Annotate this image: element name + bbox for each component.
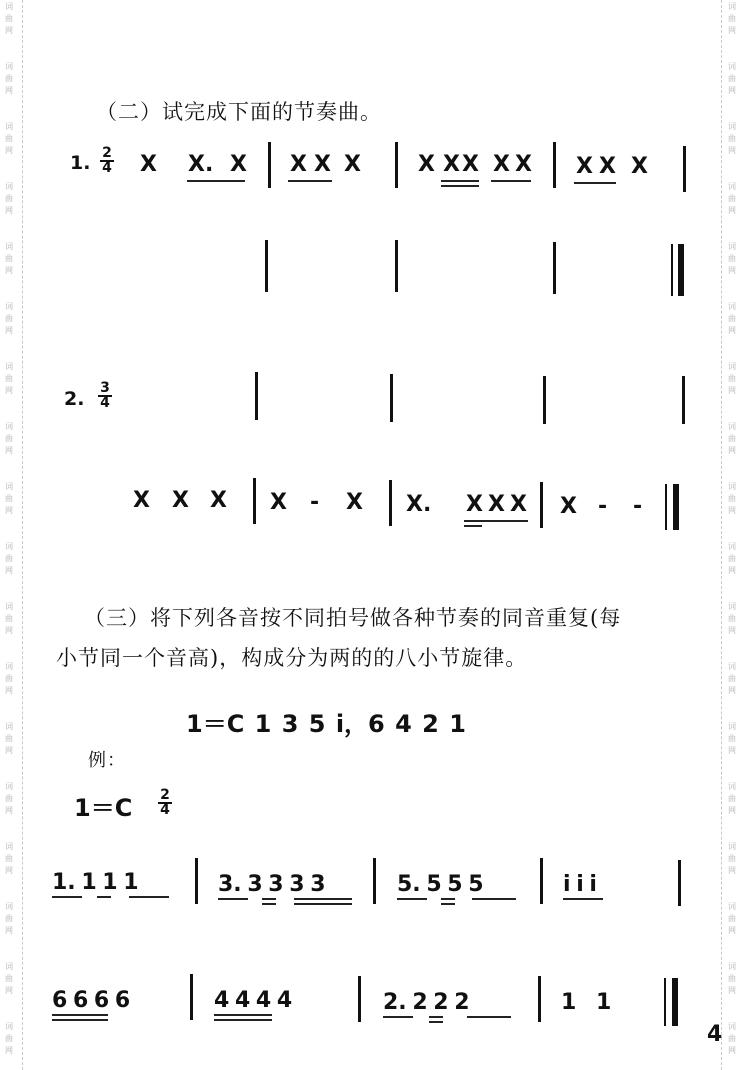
watermark-glyph: 曲 <box>5 14 13 23</box>
watermark-glyph: 曲 <box>5 734 13 743</box>
watermark-glyph: 词 <box>728 422 736 431</box>
exercise2-time-signature: $\frac{3}{4}$ <box>98 382 112 410</box>
watermark-glyph: 词 <box>5 482 13 491</box>
watermark-glyph: 网 <box>728 566 736 575</box>
barline <box>190 974 193 1020</box>
final-barline-thick <box>678 244 684 296</box>
watermark-glyph: 曲 <box>728 614 736 623</box>
watermark-glyph: 曲 <box>5 854 13 863</box>
watermark-glyph: 词 <box>728 122 736 131</box>
watermark-glyph: 曲 <box>728 1034 736 1043</box>
watermark-glyph: 网 <box>5 566 13 575</box>
watermark-glyph: 词 <box>728 62 736 71</box>
watermark-glyph: 词 <box>728 902 736 911</box>
watermark-glyph: 曲 <box>728 794 736 803</box>
watermark-glyph: 词 <box>728 542 736 551</box>
final-barline-thin <box>671 244 673 296</box>
barline <box>389 480 392 526</box>
watermark-glyph: 网 <box>5 506 13 515</box>
watermark-glyph: 网 <box>728 986 736 995</box>
barline <box>373 858 376 904</box>
barline <box>553 142 556 188</box>
watermark-glyph: 曲 <box>5 374 13 383</box>
watermark-glyph: 曲 <box>5 74 13 83</box>
watermark-glyph: 词 <box>728 2 736 11</box>
watermark-glyph: 曲 <box>728 854 736 863</box>
watermark-glyph: 网 <box>5 386 13 395</box>
watermark-glyph: 词 <box>728 722 736 731</box>
watermark-glyph: 词 <box>728 782 736 791</box>
watermark-glyph: 网 <box>5 1046 13 1055</box>
watermark-glyph: 网 <box>5 326 13 335</box>
watermark-glyph: 网 <box>5 986 13 995</box>
watermark-glyph: 词 <box>5 1022 13 1031</box>
watermark-glyph: 曲 <box>728 674 736 683</box>
watermark-glyph: 曲 <box>5 554 13 563</box>
barline <box>553 242 556 294</box>
watermark-glyph: 词 <box>5 842 13 851</box>
barline <box>682 376 685 424</box>
watermark-glyph: 词 <box>5 362 13 371</box>
watermark-glyph: 网 <box>728 926 736 935</box>
watermark-glyph: 词 <box>728 1022 736 1031</box>
watermark-glyph: 网 <box>5 866 13 875</box>
watermark-glyph: 曲 <box>728 74 736 83</box>
watermark-glyph: 网 <box>5 746 13 755</box>
barline <box>253 478 256 524</box>
barline <box>255 372 258 420</box>
watermark-glyph: 曲 <box>728 374 736 383</box>
barline <box>540 858 543 904</box>
watermark-glyph: 词 <box>728 362 736 371</box>
watermark-glyph: 词 <box>5 662 13 671</box>
section3-instructions-line1: （三）将下列各音按不同拍号做各种节奏的同音重复(每 <box>84 606 622 630</box>
watermark-glyph: 网 <box>5 266 13 275</box>
watermark-glyph: 曲 <box>5 974 13 983</box>
section3-instructions-line2: 小节同一个音高)，构成分为两的的八小节旋律。 <box>56 646 528 670</box>
watermark-glyph: 曲 <box>5 674 13 683</box>
watermark-glyph: 网 <box>728 626 736 635</box>
barline <box>395 240 398 292</box>
watermark-glyph: 网 <box>5 926 13 935</box>
section2-title: （二）试完成下面的节奏曲。 <box>96 100 382 124</box>
watermark-glyph: 曲 <box>5 314 13 323</box>
watermark-glyph: 曲 <box>728 194 736 203</box>
barline <box>390 374 393 422</box>
watermark-glyph: 词 <box>728 602 736 611</box>
watermark-glyph: 曲 <box>5 494 13 503</box>
barline <box>543 376 546 424</box>
left-margin-line <box>22 0 23 1070</box>
watermark-glyph: 词 <box>5 542 13 551</box>
watermark-glyph: 网 <box>5 446 13 455</box>
barline <box>538 976 541 1022</box>
watermark-glyph: 网 <box>728 326 736 335</box>
watermark-glyph: 网 <box>728 506 736 515</box>
exercise1-label: 1. <box>70 152 91 174</box>
final-barline-thin <box>664 978 666 1026</box>
watermark-glyph: 网 <box>728 386 736 395</box>
watermark-glyph: 曲 <box>5 434 13 443</box>
watermark-glyph: 词 <box>5 182 13 191</box>
watermark-glyph: 词 <box>728 962 736 971</box>
watermark-glyph: 曲 <box>728 974 736 983</box>
watermark-glyph: 网 <box>728 746 736 755</box>
watermark-glyph: 词 <box>5 602 13 611</box>
watermark-glyph: 曲 <box>5 134 13 143</box>
watermark-glyph: 词 <box>5 302 13 311</box>
watermark-glyph: 网 <box>5 686 13 695</box>
final-barline-thick <box>673 484 679 530</box>
watermark-glyph: 网 <box>5 626 13 635</box>
watermark-glyph: 词 <box>5 2 13 11</box>
watermark-glyph: 网 <box>728 26 736 35</box>
barline <box>678 860 681 906</box>
right-margin-line <box>721 0 722 1070</box>
barline <box>268 142 271 188</box>
exercise1-time-signature: $\frac{2}{4}$ <box>100 147 114 175</box>
watermark-glyph: 网 <box>728 806 736 815</box>
watermark-glyph: 网 <box>5 206 13 215</box>
watermark-glyph: 曲 <box>5 914 13 923</box>
watermark-glyph: 曲 <box>728 494 736 503</box>
watermark-glyph: 曲 <box>5 794 13 803</box>
watermark-glyph: 词 <box>5 902 13 911</box>
watermark-glyph: 曲 <box>728 734 736 743</box>
watermark-glyph: 曲 <box>728 134 736 143</box>
watermark-glyph: 网 <box>728 1046 736 1055</box>
watermark-glyph: 曲 <box>728 914 736 923</box>
watermark-glyph: 词 <box>5 422 13 431</box>
watermark-glyph: 曲 <box>728 434 736 443</box>
barline <box>265 240 268 292</box>
watermark-glyph: 词 <box>5 242 13 251</box>
watermark-glyph: 网 <box>728 206 736 215</box>
page-number: 4 <box>707 1022 723 1047</box>
watermark-glyph: 网 <box>728 146 736 155</box>
barline <box>395 142 398 188</box>
watermark-glyph: 曲 <box>728 254 736 263</box>
watermark-glyph: 词 <box>728 242 736 251</box>
barline <box>358 976 361 1022</box>
barline <box>195 858 198 904</box>
watermark-glyph: 网 <box>728 686 736 695</box>
watermark-glyph: 曲 <box>728 554 736 563</box>
watermark-glyph: 曲 <box>728 314 736 323</box>
watermark-glyph: 词 <box>728 662 736 671</box>
barline <box>540 482 543 528</box>
watermark-glyph: 网 <box>728 86 736 95</box>
final-barline-thick <box>672 978 678 1026</box>
example-time-signature: $\frac{2}{4}$ <box>158 789 172 817</box>
watermark-glyph: 词 <box>728 482 736 491</box>
watermark-glyph: 词 <box>5 782 13 791</box>
watermark-glyph: 词 <box>5 962 13 971</box>
watermark-glyph: 曲 <box>5 1034 13 1043</box>
watermark-glyph: 曲 <box>5 254 13 263</box>
section3-key-and-notes: 1＝C 1 3 5 i，6 4 2 1 <box>186 710 466 738</box>
watermark-glyph: 网 <box>5 26 13 35</box>
watermark-glyph: 词 <box>5 62 13 71</box>
exercise2-label: 2. <box>64 388 85 410</box>
watermark-glyph: 词 <box>728 302 736 311</box>
watermark-glyph: 网 <box>728 446 736 455</box>
watermark-glyph: 曲 <box>5 614 13 623</box>
barline <box>683 146 686 192</box>
watermark-glyph: 曲 <box>728 14 736 23</box>
watermark-glyph: 网 <box>728 266 736 275</box>
final-barline-thin <box>665 484 667 530</box>
watermark-glyph: 网 <box>5 146 13 155</box>
watermark-glyph: 网 <box>5 806 13 815</box>
watermark-glyph: 网 <box>5 86 13 95</box>
watermark-glyph: 词 <box>5 722 13 731</box>
watermark-glyph: 词 <box>728 842 736 851</box>
example-key: 1＝C <box>74 794 133 822</box>
watermark-glyph: 曲 <box>5 194 13 203</box>
example-label: 例： <box>88 750 126 771</box>
watermark-glyph: 词 <box>728 182 736 191</box>
watermark-glyph: 网 <box>728 866 736 875</box>
watermark-glyph: 词 <box>5 122 13 131</box>
